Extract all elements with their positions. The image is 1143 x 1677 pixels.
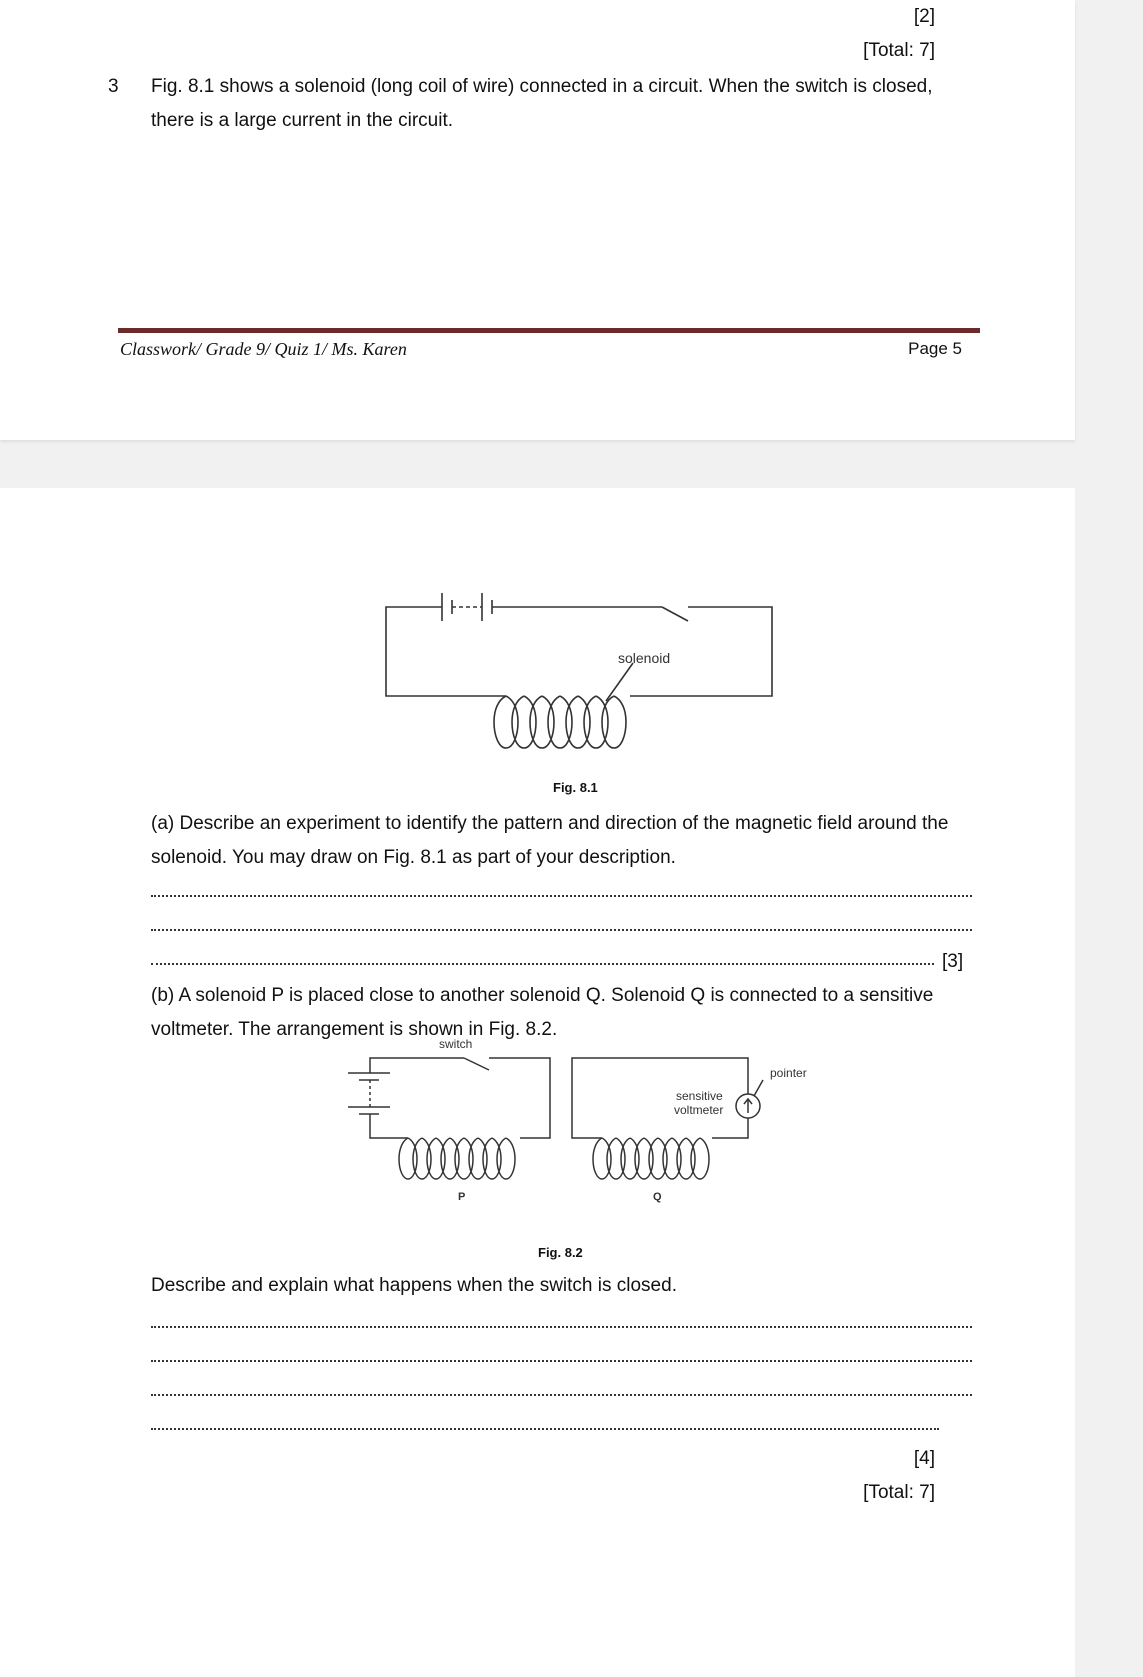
- fig-8-2-circuit-diagram: [340, 1037, 820, 1225]
- page-5: [0, 0, 1075, 440]
- question-number: 3: [108, 76, 119, 97]
- fig-8-1-circuit-diagram: [370, 583, 790, 793]
- part-a-mark: [3]: [942, 951, 964, 972]
- pointer-label: pointer: [770, 1066, 807, 1080]
- question-text-line-2: there is a large current in the circuit.: [151, 110, 454, 131]
- footer-page-number: Page 5: [908, 339, 962, 358]
- part-b-text-line-1: (b) A solenoid P is placed close to another solenoid Q. Solenoid Q is connected to a sensitive: [151, 985, 934, 1006]
- switch-label: switch: [439, 1037, 473, 1051]
- voltmeter-label-line-1: sensitive: [676, 1089, 723, 1103]
- footer-course-info: Classwork/ Grade 9/ Quiz 1/ Ms. Karen: [120, 339, 407, 359]
- part-b-text-line-2: voltmeter. The arrangement is shown in Fig. 8.2.: [151, 1019, 558, 1040]
- solenoid-p-label: P: [458, 1191, 466, 1203]
- solenoid-q-label: Q: [653, 1191, 662, 1203]
- part-a-text-line-2: solenoid. You may draw on Fig. 8.1 as part of your description.: [151, 847, 676, 868]
- footer-divider: [118, 328, 980, 333]
- answer-line-b-2[interactable]: [151, 1360, 972, 1362]
- part-b-prompt: Describe and explain what happens when the switch is closed.: [151, 1275, 677, 1296]
- part-b-mark: [4]: [913, 1448, 935, 1469]
- fig-8-1-caption: Fig. 8.1: [553, 780, 598, 795]
- previous-question-mark: [2]: [913, 6, 935, 27]
- answer-line-a-1[interactable]: [151, 895, 972, 897]
- fig-8-2-caption: Fig. 8.2: [538, 1245, 583, 1260]
- part-a-text-line-1: (a) Describe an experiment to identify the pattern and direction of the magnetic field around the: [151, 813, 949, 834]
- answer-line-a-2[interactable]: [151, 929, 972, 931]
- page-6: [0, 488, 1075, 1677]
- question-text-line-1: Fig. 8.1 shows a solenoid (long coil of wire) connected in a circuit. When the switch is closed,: [151, 76, 933, 97]
- previous-question-total: [Total: 7]: [863, 40, 935, 61]
- answer-line-b-4[interactable]: [151, 1428, 939, 1430]
- answer-line-a-3[interactable]: [151, 963, 934, 965]
- answer-line-b-1[interactable]: [151, 1326, 972, 1328]
- solenoid-label: solenoid: [618, 650, 671, 666]
- answer-line-b-3[interactable]: [151, 1394, 972, 1396]
- voltmeter-label-line-2: voltmeter: [674, 1103, 724, 1117]
- question-total: [Total: 7]: [863, 1482, 935, 1503]
